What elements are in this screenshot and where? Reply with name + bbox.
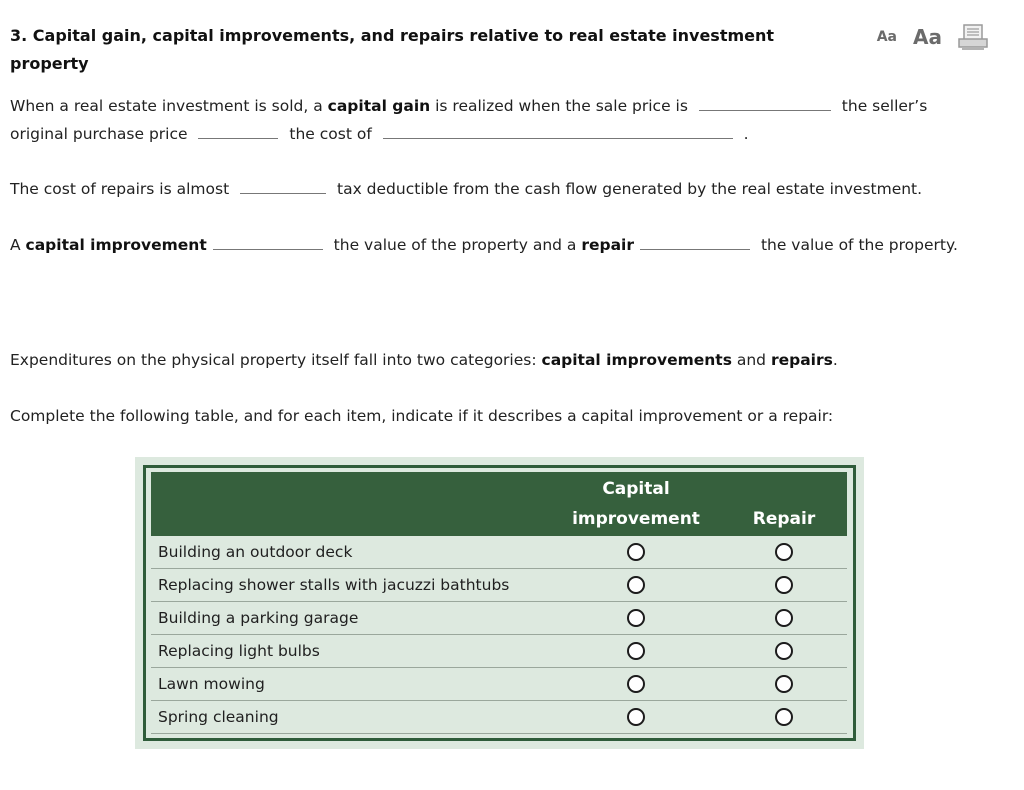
- capital-improvement-radio[interactable]: [627, 675, 645, 693]
- row-label: Spring cleaning: [151, 701, 551, 734]
- capital-improvement-radio[interactable]: [627, 642, 645, 660]
- capital-improvement-radio[interactable]: [627, 708, 645, 726]
- capital-improvement-column-header: Capital improvement: [551, 472, 721, 536]
- repair-radio[interactable]: [775, 543, 793, 561]
- row-label: Building a parking garage: [151, 602, 551, 635]
- row-label: Replacing light bulbs: [151, 635, 551, 668]
- font-increase-button[interactable]: Aa: [913, 25, 942, 49]
- table-row: [151, 569, 847, 602]
- repair-radio[interactable]: [775, 576, 793, 594]
- row-label: Building an outdoor deck: [151, 536, 551, 569]
- repair-radio[interactable]: [775, 642, 793, 660]
- font-decrease-button[interactable]: Aa: [876, 29, 898, 45]
- repair-effect-dropdown[interactable]: [640, 231, 750, 250]
- repair-radio[interactable]: [775, 708, 793, 726]
- table-row: [151, 536, 847, 569]
- capital-gain-paragraph: When a real estate investment is sold, a capital gain is realized when the sale price is the seller’s original purchase price the cost of .: [10, 92, 990, 148]
- classification-table-container: [135, 457, 864, 749]
- expenditures-paragraph: Expenditures on the physical property itself fall into two categories: capital improvements and repairs.: [10, 351, 838, 369]
- improvement-repair-value-paragraph: A capital improvement the value of the property and a repair the value of the property.: [10, 231, 990, 259]
- repair-column-header: Repair: [721, 472, 847, 536]
- table-header-row: [151, 472, 847, 536]
- print-icon[interactable]: [958, 24, 988, 50]
- row-label: Replacing shower stalls with jacuzzi bathtubs: [151, 569, 551, 602]
- repair-term: repair: [581, 236, 635, 254]
- capital-improvement-radio[interactable]: [627, 543, 645, 561]
- repair-radio[interactable]: [775, 675, 793, 693]
- classification-table: [151, 472, 847, 734]
- purchase-price-operator-dropdown[interactable]: [198, 120, 278, 139]
- repairs-deduction-paragraph: The cost of repairs is almost tax deductible from the cash flow generated by the real estate investment.: [10, 175, 1010, 203]
- capital-gain-term: capital gain: [327, 97, 431, 115]
- capital-improvement-term: capital improvement: [25, 236, 207, 254]
- table-row: [151, 635, 847, 668]
- cost-of-dropdown[interactable]: [383, 120, 733, 139]
- item-column-header: [151, 472, 551, 536]
- table-row: [151, 668, 847, 701]
- question-title: 3. Capital gain, capital improvements, and repairs relative to real estate investment property: [10, 26, 775, 73]
- classification-table-frame: [143, 465, 856, 741]
- capital-improvement-effect-dropdown[interactable]: [213, 231, 323, 250]
- repair-radio[interactable]: [775, 609, 793, 627]
- sale-price-comparison-dropdown[interactable]: [699, 92, 831, 111]
- toolbar: [877, 24, 988, 50]
- repairs-deductible-dropdown[interactable]: [240, 175, 326, 194]
- capital-improvement-radio[interactable]: [627, 576, 645, 594]
- capital-improvement-radio[interactable]: [627, 609, 645, 627]
- table-instructions: Complete the following table, and for each item, indicate if it describes a capital improvement or a repair:: [10, 407, 834, 425]
- table-row: [151, 602, 847, 635]
- table-row: [151, 701, 847, 734]
- row-label: Lawn mowing: [151, 668, 551, 701]
